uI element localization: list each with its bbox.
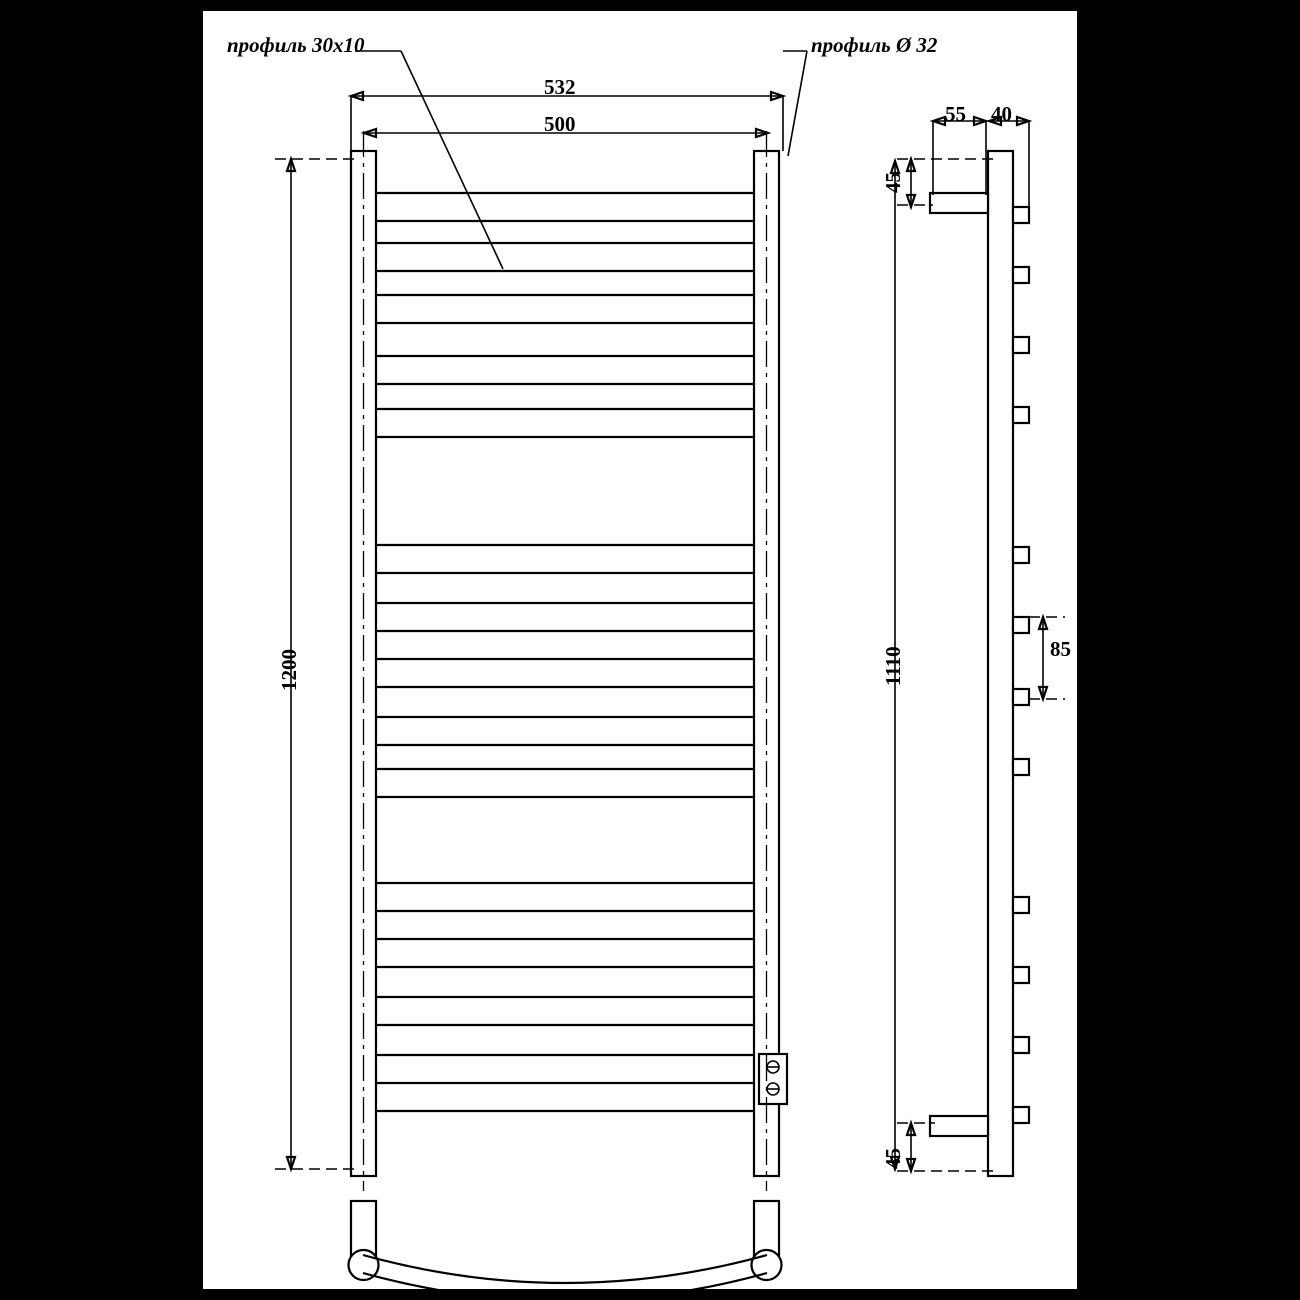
side-body — [988, 151, 1013, 1176]
dim-line-1200 — [275, 159, 355, 1169]
leader-profile-rect — [401, 51, 503, 269]
dim-line-500 — [364, 129, 768, 137]
dim-line-85 — [1029, 617, 1065, 699]
dim-45-bottom: 45 — [881, 1148, 905, 1169]
label-profile-rect: профиль 30x10 — [227, 33, 365, 57]
dim-1200: 1200 — [277, 649, 301, 691]
dim-line-55 — [933, 117, 986, 195]
side-rung-stubs — [1013, 207, 1029, 1123]
label-profile-round: профиль Ø 32 — [811, 33, 938, 57]
side-bracket-bottom — [930, 1116, 988, 1136]
side-bracket-top — [930, 193, 988, 213]
leader-profile-round — [788, 51, 807, 156]
dim-40: 40 — [991, 102, 1012, 126]
connector-box — [759, 1054, 787, 1104]
plan-view — [349, 1201, 782, 1292]
dim-85: 85 — [1050, 637, 1071, 661]
dim-45-top: 45 — [881, 172, 905, 193]
dim-line-1110 — [891, 161, 899, 1169]
dim-500: 500 — [544, 112, 576, 136]
dim-line-532 — [351, 92, 783, 151]
drawing-sheet — [200, 8, 1080, 1292]
dim-55: 55 — [945, 102, 966, 126]
drawing-geometry — [203, 11, 1080, 1292]
dim-532: 532 — [544, 75, 576, 99]
dim-1110: 1110 — [881, 646, 905, 686]
front-rungs — [376, 193, 754, 1111]
